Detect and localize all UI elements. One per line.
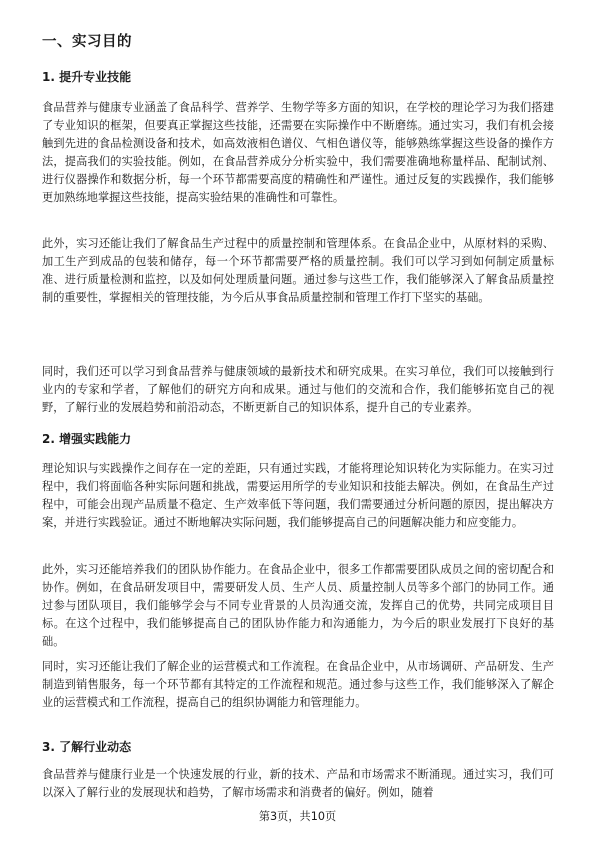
paragraph-3-1: 食品营养与健康行业是一个快速发展的行业，新的技术、产品和市场需求不断涌现。通过实习，我们可以深入了解行业的发展现状和趋势，了解市场需求和消费者的偏好。例如，随着 [42, 768, 554, 799]
paragraph-1-3: 同时，我们还可以学习到食品营养与健康领域的最新技术和研究成果。在实习单位，我们可以接触到行业内的专家和学者，了解他们的研究方向和成果。通过与他们的交流和合作，我们能够拓宽自己的视野，了解行业的发展趋势和前沿动态，不断更新自己的知识体系，提升自己的专业素养。 [42, 365, 554, 414]
subsection-heading-2: 2. 增强实践能力 [42, 432, 132, 446]
paragraph-1-1: 食品营养与健康专业涵盖了食品科学、营养学、生物学等多方面的知识，在学校的理论学习为我们搭建了专业知识的框架，但要真正掌握这些技能，还需要在实际操作中不断磨练。通过实习，我们有机会接触到先进的食品检测设备和技术，如高效液相色谱仪、气相色谱仪等，能够熟练掌握这些设备的操作方法，提高我们的实验技能。例如，在食品营养成分分析实验中，我们需要准确地称量样品、配制试剂、进行仪器操作和数据分析，每一个环节都需要高度的精确性和严谨性。通过反复的实践操作，我们能够更加熟练地掌握这些技能，提高实验结果的准确性和可靠性。 [42, 101, 554, 204]
paragraph-2-2: 此外，实习还能培养我们的团队协作能力。在食品企业中，很多工作都需要团队成员之间的密切配合和协作。例如，在食品研发项目中，需要研发人员、生产人员、质量控制人员等多个部门的协同工作。通过参与团队项目，我们能够学会与不同专业背景的人员沟通交流，发挥自己的优势，共同完成项目目标。在这个过程中，我们能够提高自己的团队协作能力和沟通能力，为今后的职业发展打下良好的基础。 [42, 563, 554, 648]
paragraph-2-3: 同时，实习还能让我们了解企业的运营模式和工作流程。在食品企业中，从市场调研、产品研发、生产制造到销售服务，每一个环节都有其特定的工作流程和规范。通过参与这些工作，我们能够深入了解企业的运营模式和工作流程，提高自己的组织协调能力和管理能力。 [42, 660, 554, 709]
subsection-heading-1: 1. 提升专业技能 [42, 70, 132, 84]
section-title: 一、实习目的 [42, 34, 132, 50]
subsection-heading-3: 3. 了解行业动态 [42, 740, 132, 754]
page-footer: 第3页，共10页 [258, 810, 337, 823]
paragraph-1-2: 此外，实习还能让我们了解食品生产过程中的质量控制和管理体系。在食品企业中，从原材料的采购、加工生产到成品的包装和储存，每一个环节都需要严格的质量控制。我们可以学习到如何制定质量标准、进行质量检测和监控，以及如何处理质量问题。通过参与这些工作，我们能够深入了解食品质量控制的重要性，掌握相关的管理技能，为今后从事食品质量控制和管理工作打下坚实的基础。 [42, 237, 554, 304]
paragraph-2-1: 理论知识与实践操作之间存在一定的差距，只有通过实践，才能将理论知识转化为实际能力。在实习过程中，我们将面临各种实际问题和挑战，需要运用所学的专业知识和技能去解决。例如，在食品生产过程中，可能会出现产品质量不稳定、生产效率低下等问题，我们需要通过分析问题的原因，提出解决方案，并进行实践验证。通过不断地解决实际问题，我们能够提高自己的问题解决能力和应变能力。 [42, 462, 554, 529]
